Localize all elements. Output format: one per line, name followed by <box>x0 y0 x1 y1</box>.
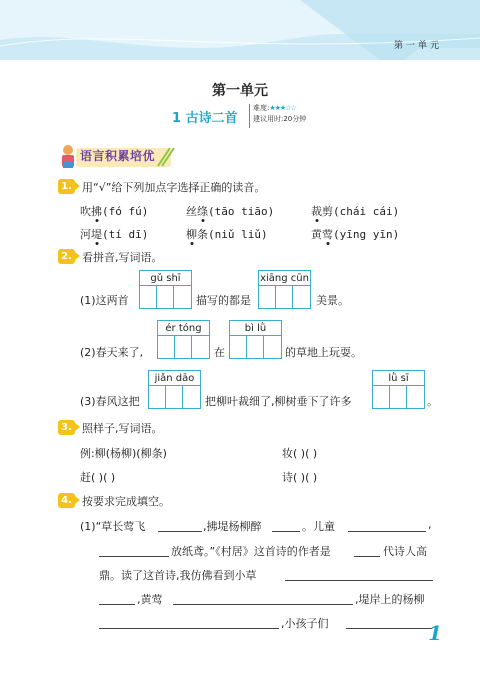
question-1-prompt: 用“√”给下列加点字选择正确的读音。 <box>82 181 266 194</box>
answer-line[interactable] <box>99 604 135 605</box>
question-2-prompt: 看拼音,写词语。 <box>82 251 163 264</box>
time-label: 建议用时:20分钟 <box>253 115 307 123</box>
q4-text: 。儿童 <box>302 520 335 533</box>
answer-grid[interactable] <box>258 285 311 309</box>
q4-text: 代诗人高 <box>383 545 427 558</box>
q4-text: , <box>428 518 432 531</box>
lesson-meta <box>253 103 306 125</box>
q1-item: 柳条(niǔ liǔ) <box>186 228 268 241</box>
unit-label: 第一单元 <box>393 41 442 51</box>
q3-item[interactable]: 妆( )( ) <box>282 447 318 460</box>
pinyin-label: gǔ shī <box>139 270 192 285</box>
q4-text: ,小孩子们 <box>281 617 329 630</box>
answer-grid[interactable] <box>148 385 201 409</box>
pinyin-label: xiāng cūn <box>258 270 311 285</box>
q4-text: (1)“草长莺飞 <box>80 520 146 533</box>
q2-sentence-2-mid: 在 <box>214 346 225 359</box>
q3-example: 例:柳(杨柳)(柳条) <box>80 447 167 460</box>
difficulty-label: 难度: <box>253 104 270 112</box>
q4-text: ,堤岸上的杨柳 <box>355 593 425 606</box>
q4-text: ,黄莺 <box>137 593 163 606</box>
q2-sentence-3-end: 。 <box>427 395 438 408</box>
question-4-prompt: 按要求完成填空。 <box>82 495 170 508</box>
q2-sentence-2-label: (2)春天来了, <box>80 346 144 359</box>
q2-sentence-2-end: 的草地上玩耍。 <box>285 346 362 359</box>
answer-line[interactable] <box>354 556 380 557</box>
q1-options: (tí dī) <box>102 228 149 241</box>
answer-grid[interactable] <box>157 335 210 359</box>
q1-options: (tāo tiāo) <box>208 205 275 218</box>
section-title: 语言积累培优 <box>80 149 156 163</box>
pinyin-label: jiǎn dāo <box>148 370 201 385</box>
q3-item[interactable]: 赶( )( ) <box>80 471 116 484</box>
pinyin-label: lǜ sī <box>372 370 425 385</box>
q1-item: 黄莺(yīng yīn) <box>311 228 400 241</box>
q2-sentence-3-label: (3)春风这把 <box>80 395 140 408</box>
answer-line[interactable] <box>173 604 353 605</box>
q1-item: 裁剪(chái cái) <box>311 205 400 218</box>
q3-item[interactable]: 诗( )( ) <box>282 471 318 484</box>
difficulty-stars: ★★★☆☆ <box>269 104 296 112</box>
header-banner <box>0 0 480 60</box>
q1-item: 吹拂(fó fú) <box>80 205 149 218</box>
answer-line[interactable] <box>158 531 202 532</box>
pinyin-label: bì lǜ <box>229 320 282 335</box>
answer-line[interactable] <box>99 556 169 557</box>
question-number-1: 1. <box>58 179 75 194</box>
q1-options: (fó fú) <box>102 205 149 218</box>
q2-sentence-1-end: 美景。 <box>316 294 349 307</box>
q2-sentence-1-mid: 描写的都是 <box>196 294 251 307</box>
q1-options: (chái cái) <box>333 205 400 218</box>
page-title: 第一单元 <box>212 83 268 99</box>
answer-line[interactable] <box>348 531 426 532</box>
lesson-divider <box>249 104 250 128</box>
student-icon <box>62 145 74 168</box>
question-number-2: 2. <box>58 249 75 264</box>
q1-options: (niǔ liǔ) <box>208 228 268 241</box>
answer-grid[interactable] <box>139 285 192 309</box>
q4-text: ,拂堤杨柳醉 <box>203 520 262 533</box>
answer-line[interactable] <box>346 628 432 629</box>
pinyin-label: ér tóng <box>157 320 210 335</box>
question-number-4: 4. <box>58 493 75 508</box>
q1-item: 丝绦(tāo tiāo) <box>186 205 275 218</box>
answer-line[interactable] <box>272 531 300 532</box>
answer-line[interactable] <box>99 628 279 629</box>
q4-text: 鼎。读了这首诗,我仿佛看到小草 <box>99 569 257 582</box>
q2-sentence-3-mid: 把柳叶裁细了,柳树垂下了许多 <box>205 395 352 408</box>
question-3-prompt: 照样子,写词语。 <box>82 422 163 435</box>
q1-options: (yīng yīn) <box>333 228 400 241</box>
answer-grid[interactable] <box>229 335 282 359</box>
answer-grid[interactable] <box>372 385 425 409</box>
lesson-title: 1 古诗二首 <box>172 111 238 126</box>
q4-text: 放纸鸢。”《村居》这首诗的作者是 <box>171 545 331 558</box>
page-number: 1 <box>428 621 442 645</box>
answer-line[interactable] <box>285 580 433 581</box>
question-number-3: 3. <box>58 420 75 435</box>
q1-item: 河堤(tí dī) <box>80 228 149 241</box>
q2-sentence-1-label: (1)这两首 <box>80 294 129 307</box>
